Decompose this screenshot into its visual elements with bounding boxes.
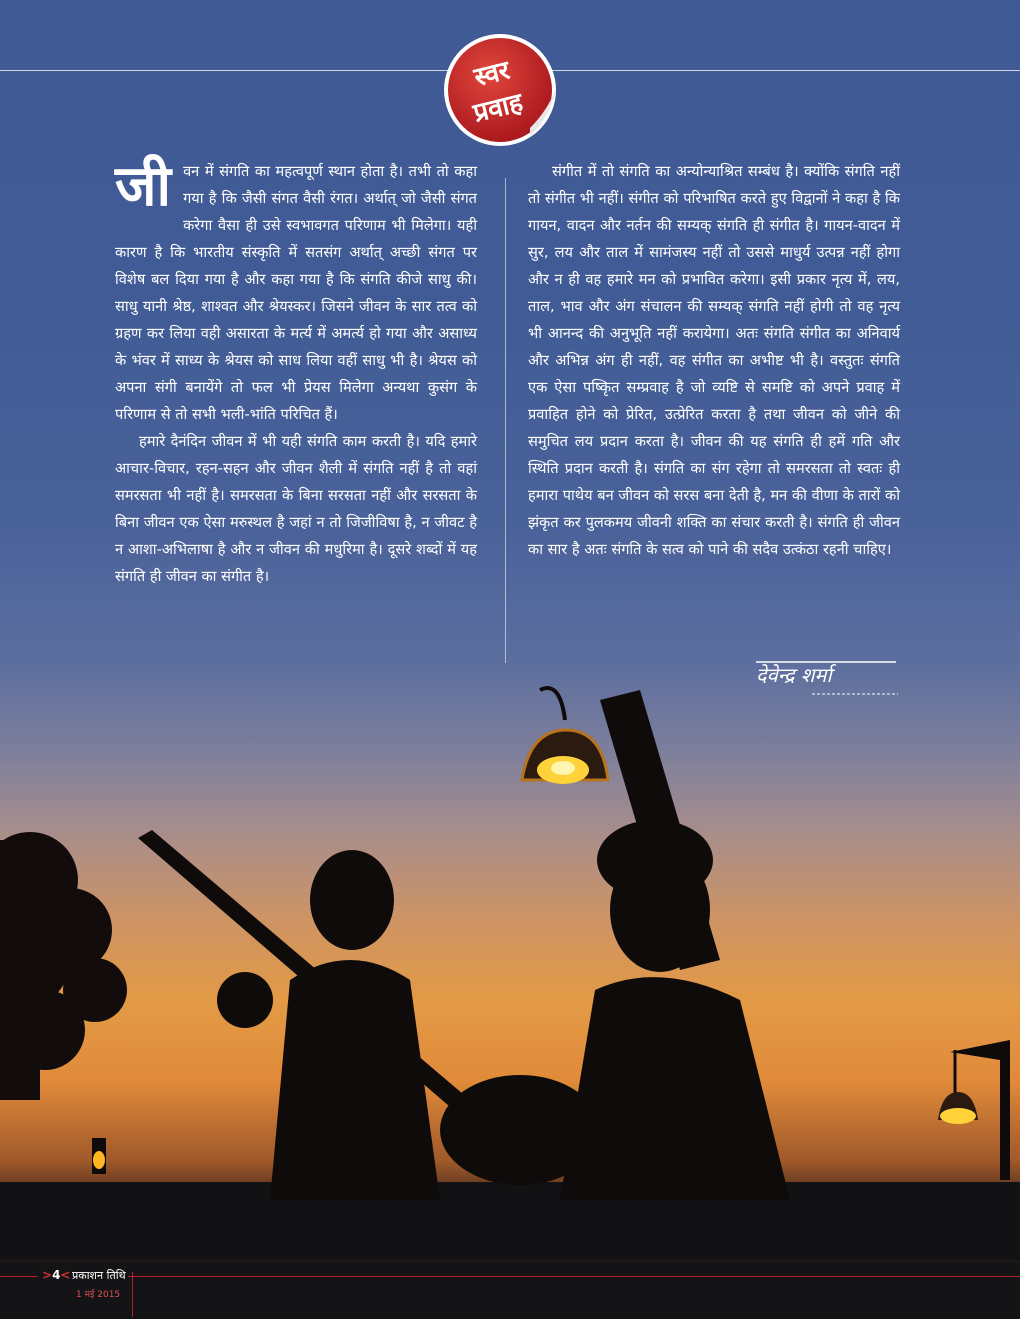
article-right-column [528,158,900,563]
dropcap: जी [115,153,172,219]
publication-label: प्रकाशन तिथि [72,1269,126,1282]
badge-line-2: प्रवाह [470,87,526,129]
musicians-silhouette-photo [0,660,1020,1260]
lantern-left-icon [92,1138,106,1174]
page-number: >4< [38,1268,74,1282]
swar-pravah-badge [438,32,566,150]
paragraph-1-text: वन में संगति का महत्वपूर्ण स्थान होता है। तभी तो कहा गया है कि जैसी संगत वैसी रंगत। अर्थात् जो जैसी संगत करेगा वैसा ही उसे स्वभावगत परिणाम भी मिलेगा। यही कारण है कि भारतीय संस्कृति में सतसंग अर्थात् अच्छी संगत पर विशेष बल दिया गया है और कहा गया है कि संगति कीजे साधु की। साधु यानी श्रेष्ठ, शाश्वत और श्रेयस्कर। जिसने जीवन के सार तत्व को ग्रहण कर लिया वही असारता के मर्त्य में अमर्त्य हो गया और असाध्य के भंवर में साध्य के श्रेयस को साध लिया वहीं साधु भी है। श्रेयस को अपना संगी बनायेंगे तो फल भी प्रेयस मिलेगा अन्यथा कुसंग के परिणाम से तो सभी भली-भांति परिचित हैं। [115,163,477,423]
tree-silhouette [0,832,127,1100]
page-footer [0,1262,1020,1319]
publication-date: 1 मई 2015 [76,1290,121,1300]
lantern-right-icon [938,1040,1010,1180]
footer-divider [132,1272,133,1317]
svg-text:देवेन्द्र शर्मा: देवेन्द्र शर्मा [756,663,832,687]
badge-line-1: स्वर [471,55,513,94]
paragraph-1 [115,153,477,428]
paragraph-2: हमारे दैनंदिन जीवन में भी यही संगति काम करती है। यदि हमारे आचार-विचार, रहन-सहन और जीवन शैली में संगति नहीं है तो वहां समरसता भी नहीं है। समरसता के बिना सरसता नहीं और सरसता के बिना जीवन एक ऐसा मरुस्थल है जहां न तो जिजीविषा है, न जीवट है न आशा-अभिलाषा है और न जीवन की मधुरिमा है। दूसरे शब्दों में यह संगति ही जीवन का संगीत है। [115,433,477,585]
lantern-center-icon [522,688,608,784]
person-left-silhouette [270,850,440,1200]
paragraph-3: संगीत में तो संगति का अन्योन्याश्रित सम्बंध है। क्योंकि संगति नहीं तो संगीत भी नहीं। संगीत को परिभाषित करते हुए विद्वानों ने कहा है कि गायन, वादन और नर्तन की सम्यक् संगति ही संगीत है। गायन-वादन में सुर, लय और ताल में सामंजस्य नहीं तो उससे माधुर्य उत्पन्न नहीं होगा और न ही वह हमारे मन को प्रभावित करेगा। इसी प्रकार नृत्य में, लय, ताल, भाव और अंग संचालन की सम्यक् संगति नहीं होगी तो वह नृत्य भी आनन्द की अनुभूति नहीं करायेगा। अतः संगति संगीत का अनिवार्य और अभिन्न अंग ही नहीं, वह संगीत का अभीष्ट भी है। वस्तुतः संगति एक ऐसा पष्कृित सम्प्रवाह है जो व्यष्टि से समष्टि को अपने प्रवाह में प्रवाहित होने को प्रेरित, उत्प्रेरित करता है तथा जीवन को जीने की समुचित लय प्रदान करता है। जीवन की यह संगति ही हमें गति और स्थिति प्रदान करती है। संगति का संग रहेगा तो समरसता तो स्वतः ही हमारा पाथेय बन जीवन को सरस बना देती है, मन की वीणा के तारों को झंकृत कर पुलकमय जीवनी शक्ति का संचार करती है। संगति ही जीवन का सार है अतः संगति के सत्व को पाने की सदैव उत्कंठा रहनी चाहिए। [528,163,900,558]
article-left-column [115,153,477,590]
footer-rule [0,1276,1020,1277]
column-divider [505,178,506,663]
